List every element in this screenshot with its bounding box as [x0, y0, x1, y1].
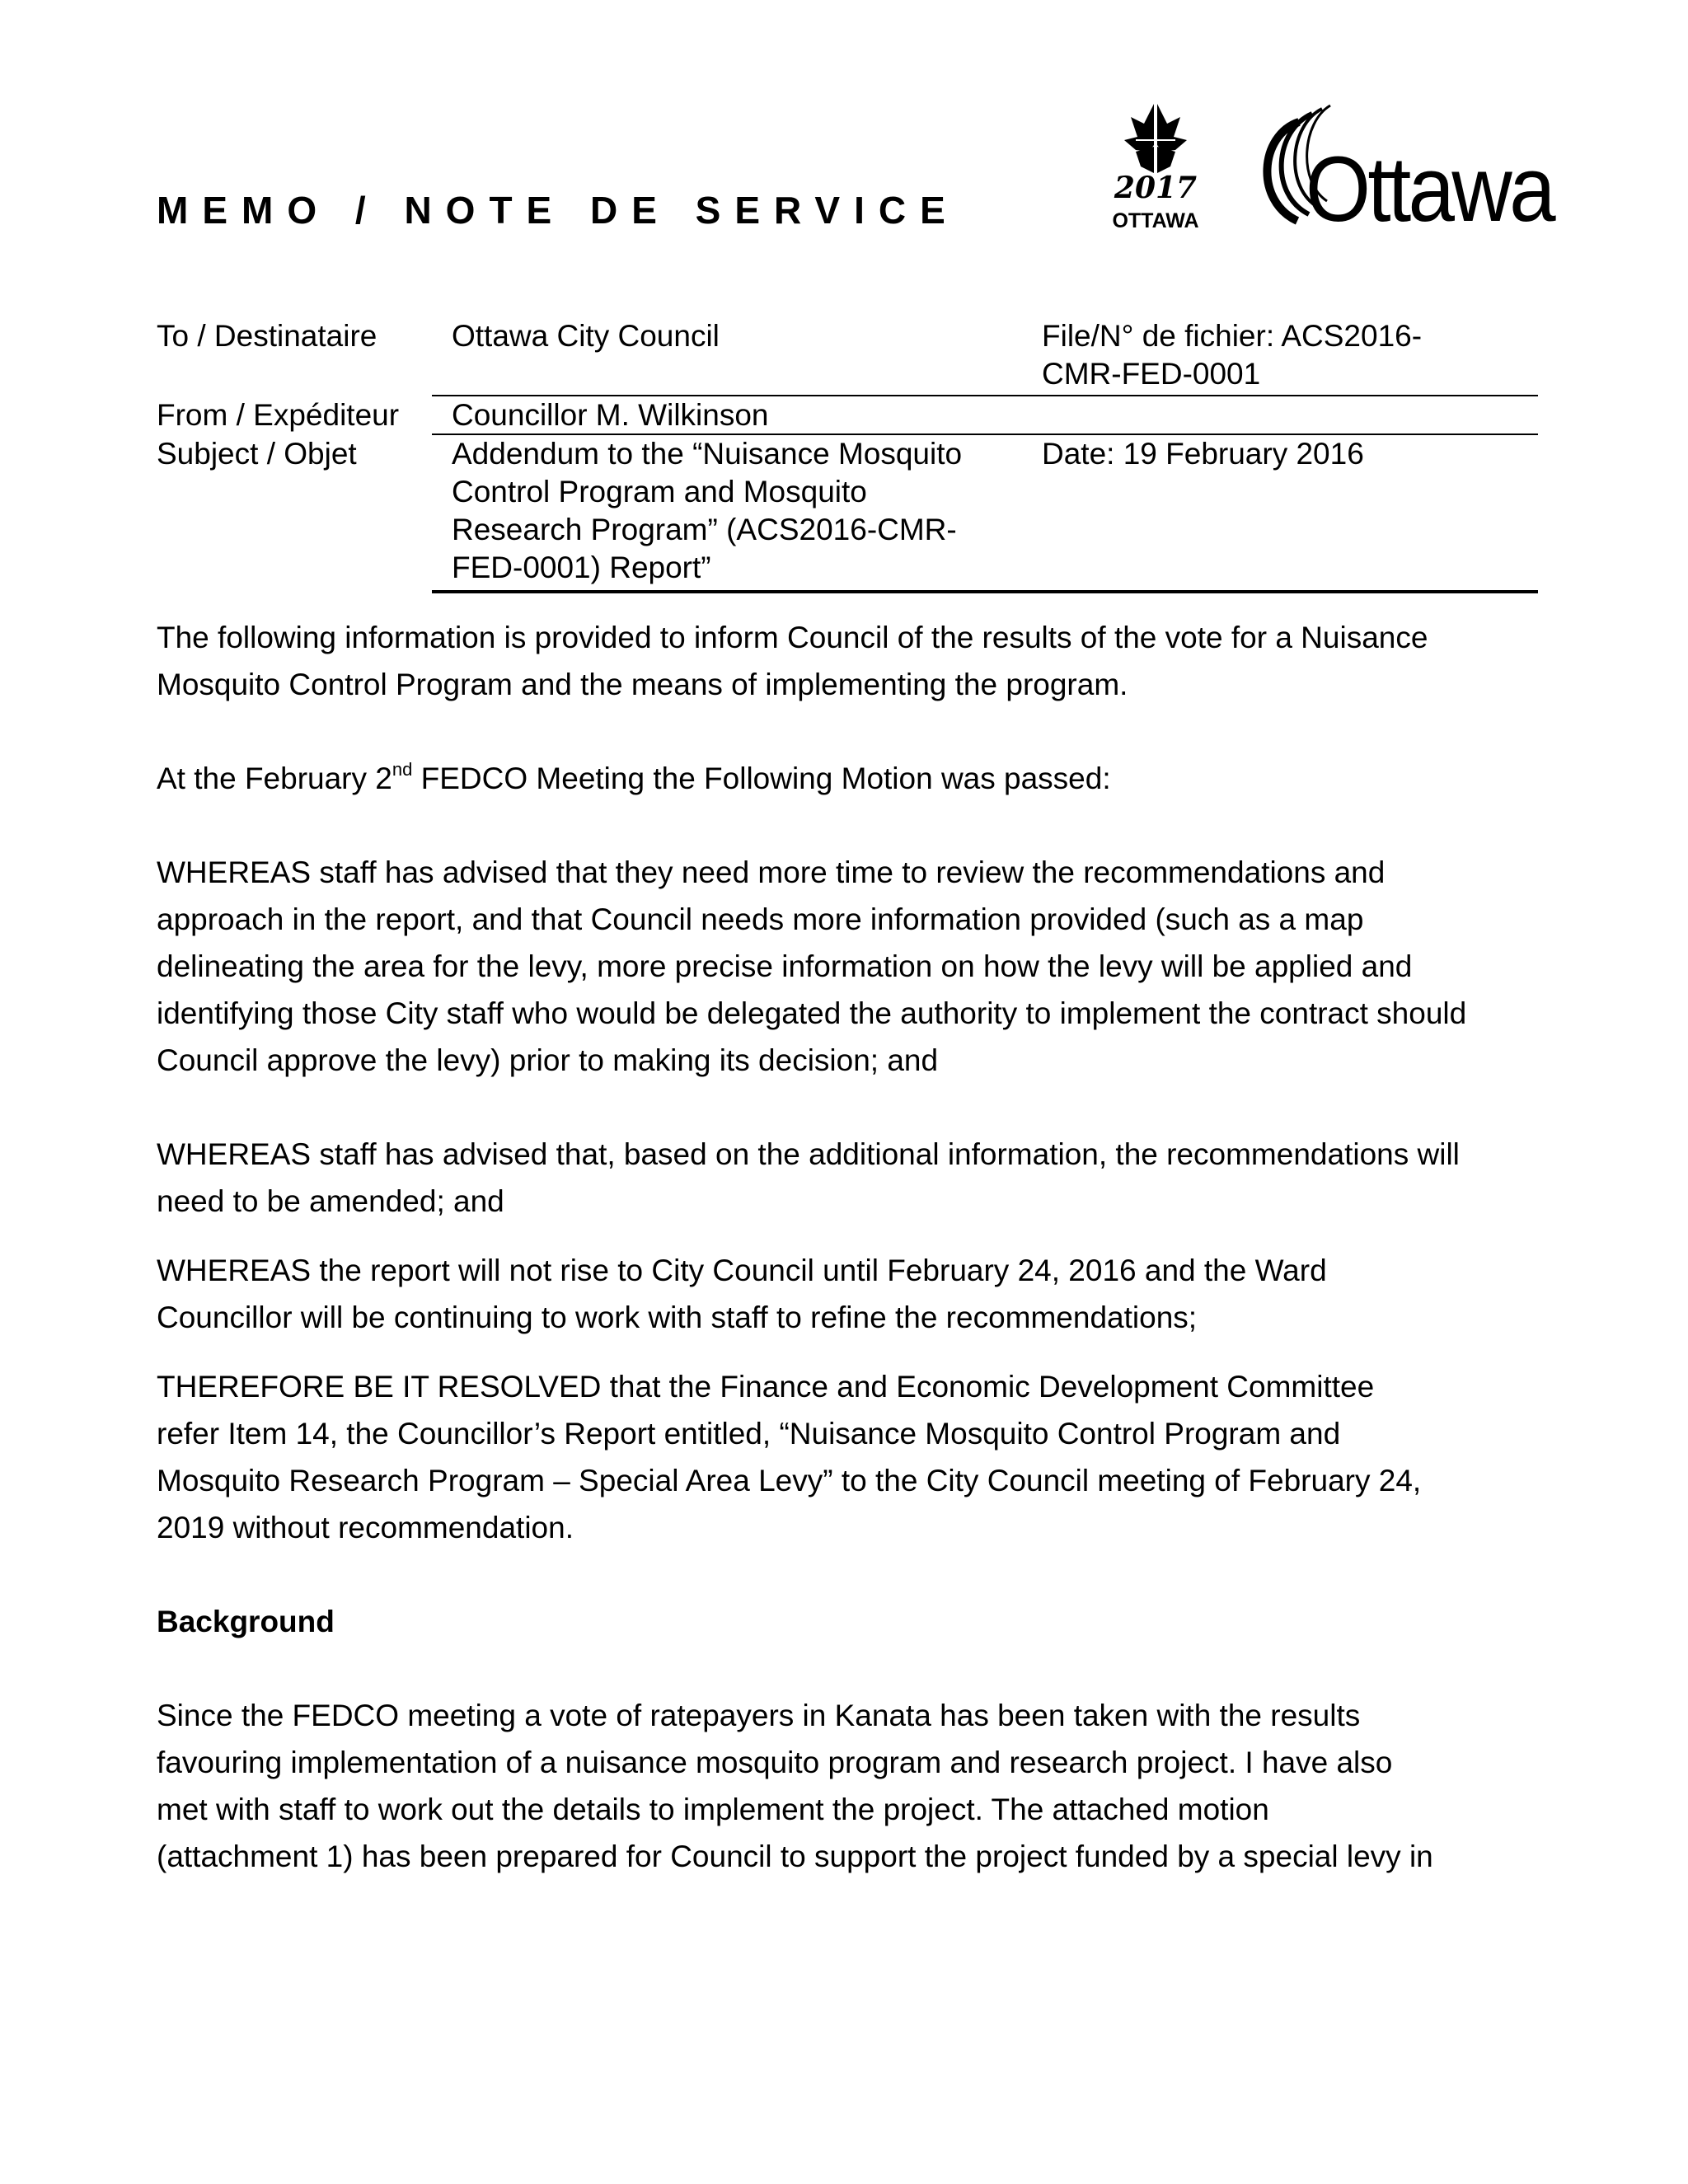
text-line: identifying those City staff who would be delegated the authority to implement the contract should — [157, 996, 1467, 1030]
memo-date: Date: 19 February 2016 — [1042, 437, 1364, 471]
from-label: From / Expéditeur — [157, 398, 400, 432]
whereas-paragraph — [157, 849, 1558, 1084]
subject-label: Subject / Objet — [157, 437, 357, 471]
ottawa-wordmark: Ottawa — [1306, 138, 1557, 241]
text-line: Since the FEDCO meeting a vote of ratepayers in Kanata has been taken with the results — [157, 1699, 1361, 1732]
subject-line: Research Program” (ACS2016-CMR- — [452, 513, 957, 546]
memo-header — [157, 317, 1538, 593]
memo-title: MEMO / NOTE DE SERVICE — [157, 189, 959, 232]
text-line: need to be amended; and — [157, 1184, 504, 1218]
to-label: To / Destinataire — [157, 319, 377, 353]
file-number — [1015, 317, 1538, 396]
maple-leaf-icon — [1124, 102, 1187, 175]
text-line: delineating the area for the levy, more precise information on how the levy will be applied and — [157, 949, 1413, 983]
divider — [432, 590, 1538, 593]
text-line: THEREFORE BE IT RESOLVED that the Finance and Economic Development Committee — [157, 1370, 1375, 1404]
text-line: (attachment 1) has been prepared for Council to support the project funded by a special levy in — [157, 1840, 1433, 1873]
memo-body — [157, 614, 1558, 1880]
year-mark: 2017 — [1114, 171, 1198, 205]
from-value: Councillor M. Wilkinson — [452, 398, 769, 432]
text-line: approach in the report, and that Council needs more information provided (such as a map — [157, 902, 1364, 936]
subject-line: Control Program and Mosquito — [452, 475, 867, 509]
ordinal-suffix: nd — [392, 759, 413, 780]
subject-value — [432, 435, 1015, 593]
text-line: Mosquito Control Program and the means of implementing the program. — [157, 668, 1128, 701]
text-line: WHEREAS the report will not rise to City Council until February 24, 2016 and the Ward — [157, 1254, 1327, 1287]
text-line: 2019 without recommendation. — [157, 1511, 574, 1544]
intro-paragraph — [157, 614, 1558, 708]
text-line: WHEREAS staff has advised that they need more time to review the recommendations and — [157, 855, 1386, 889]
resolution-paragraph — [157, 1363, 1558, 1551]
text-line: met with staff to work out the details to implement the project. The attached motion — [157, 1793, 1269, 1826]
header-row-subject — [157, 435, 1538, 593]
whereas-paragraph — [157, 1247, 1558, 1341]
text-line: WHEREAS staff has advised that, based on the additional information, the recommendations will — [157, 1137, 1460, 1171]
year-city: OTTAWA — [1112, 209, 1199, 232]
header-row-to — [157, 317, 1538, 396]
text-line: The following information is provided to inform Council of the results of the vote for a Nuisance — [157, 621, 1428, 654]
text-line: Councillor will be continuing to work with staff to refine the recommendations; — [157, 1301, 1198, 1334]
section-heading: Background — [157, 1605, 335, 1638]
file-number-line: File/N° de fichier: ACS2016- — [1042, 319, 1423, 353]
text-line: FEDCO Meeting the Following Motion was passed: — [412, 762, 1111, 795]
text-line: At the February 2 — [157, 762, 392, 795]
text-line: Council approve the levy) prior to making its decision; and — [157, 1043, 939, 1077]
header-row-from — [157, 396, 1538, 435]
meeting-paragraph — [157, 755, 1558, 802]
whereas-paragraph — [157, 1131, 1558, 1225]
logos — [1103, 97, 1558, 242]
ottawa-logo — [1267, 105, 1556, 241]
text-line: refer Item 14, the Councillor’s Report entitled, “Nuisance Mosquito Control Program and — [157, 1417, 1341, 1451]
text-line: Mosquito Research Program – Special Area Levy” to the City Council meeting of February 24, — [157, 1464, 1422, 1497]
text-line: favouring implementation of a nuisance mosquito program and research project. I have also — [157, 1746, 1393, 1779]
subject-line: Addendum to the “Nuisance Mosquito — [452, 437, 963, 471]
file-number-line: CMR-FED-0001 — [1042, 357, 1261, 391]
to-value: Ottawa City Council — [452, 319, 720, 353]
subject-line: FED-0001) Report” — [452, 551, 711, 584]
canada-2017-logo — [1112, 102, 1198, 232]
background-paragraph — [157, 1692, 1558, 1880]
